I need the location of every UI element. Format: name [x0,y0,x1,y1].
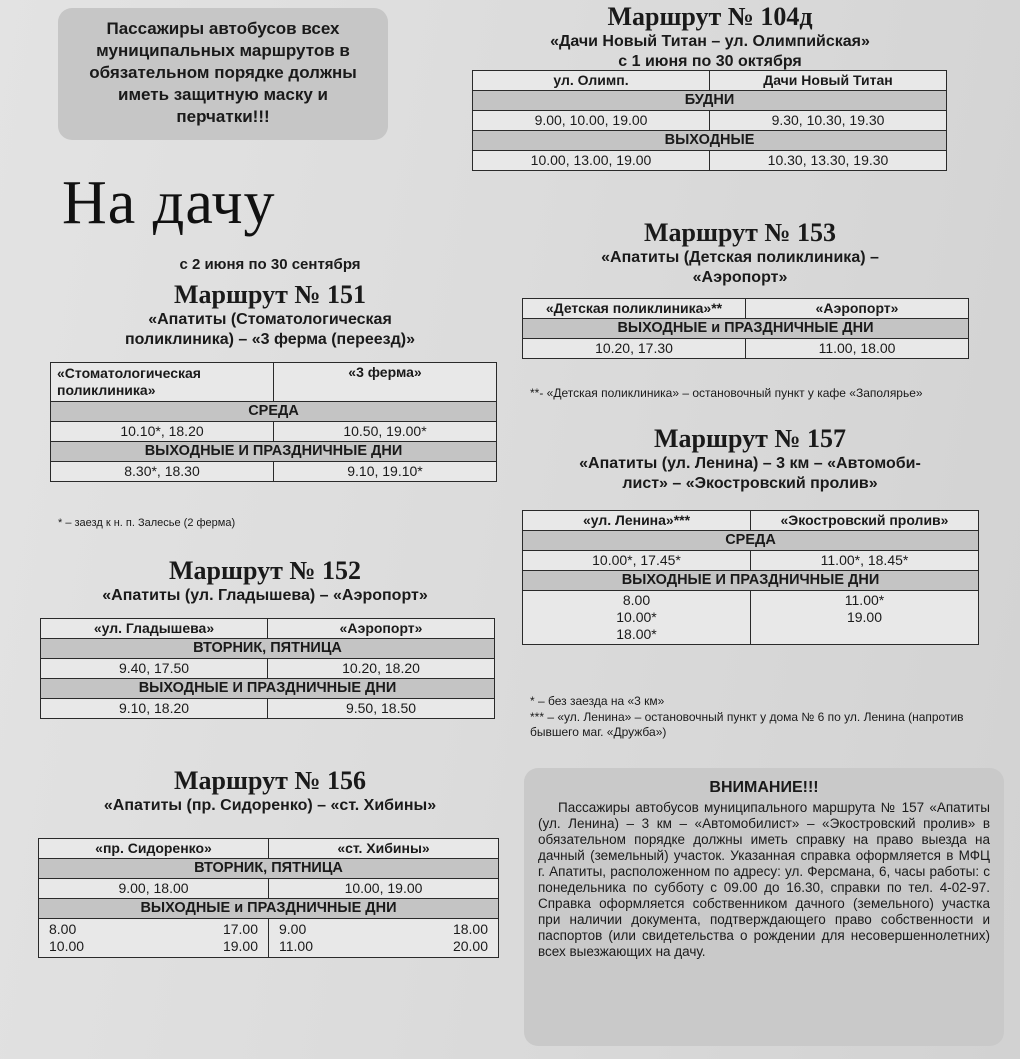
route-104-col-a: ул. Олимп. [473,71,710,91]
route-152-table [40,618,495,719]
route-157-holiday-b-time: 19.00 [846,609,883,625]
route-104-weekday-a: 9.00, 10.00, 19.00 [473,111,710,131]
route-157-band-holidays: ВЫХОДНЫЕ И ПРАЗДНИЧНЫЕ ДНИ [523,571,979,591]
route-152-tuefri-b: 10.20, 18.20 [268,659,495,679]
route-156-time: 11.00 [279,938,313,954]
attention-title: ВНИМАНИЕ!!! [709,779,819,796]
mask-notice-text: Пассажиры автобусов всех муниципальных маршрутов в обязательном порядке должны иметь защитную маску и перчатки!!! [89,19,357,126]
route-156-title: Маршрут № 156 [174,766,366,795]
route-104-band-weekends: ВЫХОДНЫЕ [473,131,947,151]
route-151-col-a: «Стоматологическая поликлиника» [51,363,274,402]
route-156-time: 9.00 [279,921,307,937]
route-151-header [50,280,490,350]
route-157-col-b: «Экостровский пролив» [751,511,979,531]
route-156-band-tue-fri: ВТОРНИК, ПЯТНИЦА [39,859,499,879]
route-157-footnote-1: * – без заезда на «3 км» [530,694,665,708]
route-152-holiday-a: 9.10, 18.20 [41,699,268,719]
route-151-band-wednesday: СРЕДА [51,402,497,422]
route-156-time: 19.00 [222,938,258,954]
route-152-header [30,556,500,606]
route-156-holiday-a-cell [39,919,269,958]
route-156-time: 8.00 [49,921,77,937]
route-153-title: Маршрут № 153 [644,218,836,247]
route-152-col-a: «ул. Гладышева» [41,619,268,639]
route-157-holiday-b-cell [751,591,979,645]
route-151-wed-a: 10.10*, 18.20 [51,422,274,442]
route-151-table [50,362,497,482]
route-156-time: 18.00 [452,921,488,937]
route-153-band-holidays: ВЫХОДНЫЕ и ПРАЗДНИЧНЫЕ ДНИ [523,319,969,339]
route-152-band-holidays: ВЫХОДНЫЕ И ПРАЗДНИЧНЫЕ ДНИ [41,679,495,699]
route-153-col-b: «Аэропорт» [746,299,969,319]
route-152-band-tue-fri: ВТОРНИК, ПЯТНИЦА [41,639,495,659]
route-156-header [30,766,510,816]
route-104-col-b: Дачи Новый Титан [710,71,947,91]
route-156-holiday-b-row [271,921,496,938]
route-156-tuefri-b: 10.00, 19.00 [269,879,499,899]
route-156-table [38,838,499,958]
route-151-title: Маршрут № 151 [174,280,366,309]
route-151-holiday-b: 9.10, 19.10* [274,462,497,482]
route-152-name: «Апатиты (ул. Гладышева) – «Аэропорт» [102,587,428,604]
route-156-holiday-a-row [41,921,266,938]
route-157-table [522,510,979,645]
attention-box [524,768,1004,1046]
route-104-title: Маршрут № 104д [607,2,813,31]
route-152-holiday-b: 9.50, 18.50 [268,699,495,719]
route-156-time: 17.00 [222,921,258,937]
route-151-footnote: * – заезд к н. п. Залесье (2 ферма) [58,517,236,529]
route-157-wed-a: 10.00*, 17.45* [523,551,751,571]
route-153-col-a: «Детская поликлиника»** [523,299,746,319]
route-157-holiday-a-time: 8.00 [622,592,651,608]
route-151-col-b: «3 ферма» [274,363,497,402]
route-157-name-line1: «Апатиты (ул. Ленина) – 3 км – «Автомоби- [579,455,921,472]
route-156-holiday-b-cell [269,919,499,958]
route-151-holiday-a: 8.30*, 18.30 [51,462,274,482]
route-156-time: 10.00 [49,938,85,954]
route-153-header [520,218,960,288]
route-156-col-a: «пр. Сидоренко» [39,839,269,859]
route-157-holiday-a-time: 18.00* [616,626,657,642]
route-157-footnote-2: *** – «ул. Ленина» – остановочный пункт у дома № 6 по ул. Ленина (напротив бывшего маг. «Дружба») [530,710,964,739]
route-153-footnote: **- «Детская поликлиника» – остановочный пункт у кафе «Заполярье» [530,386,923,400]
route-153-table [522,298,969,359]
route-157-band-wednesday: СРЕДА [523,531,979,551]
mask-notice-box [58,8,388,140]
route-104-band-weekdays: БУДНИ [473,91,947,111]
route-156-name: «Апатиты (пр. Сидоренко) – «ст. Хибины» [103,797,437,814]
route-157-title: Маршрут № 157 [654,424,846,453]
route-151-period-text: с 2 июня по 30 сентября [179,256,361,273]
route-156-holiday-a-row [41,938,266,955]
route-157-holiday-b-time: 11.00* [844,592,885,608]
route-104-period: с 1 июня по 30 октября [618,53,802,70]
page-heading: На дачу [62,169,276,237]
route-104-weekend-b: 10.30, 13.30, 19.30 [710,151,947,171]
route-153-name-line1: «Апатиты (Детская поликлиника) – [601,249,879,266]
route-157-wed-b: 11.00*, 18.45* [751,551,979,571]
route-151-name-line1: «Апатиты (Стоматологическая [148,311,392,328]
attention-body: Пассажиры автобусов муниципального маршрута № 157 «Апатиты (ул. Ленина) – 3 км – «Автомобилист» – «Экостровский пролив» в обязательном порядке должны иметь справку на право выезда на дачный (земельный) участок. Указанная справка оформляется в МФЦ г. Апатиты, расположенном по адресу: ул. Ферсмана, 6, часы работы: с понедельника по субботу с 09.00 до 16.30, справки по тел. 4-02-97. Справка оформляется собственником дачного (земельного) участка при наличии документа, подтверждающего право собственности и паспортов (или свидетельства о рождении для несовершеннолетних) всех выезжающих на дачу. [538,800,990,959]
route-151-wed-b: 10.50, 19.00* [274,422,497,442]
route-104-name: «Дачи Новый Титан – ул. Олимпийская» [550,33,870,50]
route-157-name-line2: лист» – «Экостровский пролив» [622,475,878,492]
route-151-period [60,256,480,273]
route-104-weekday-b: 9.30, 10.30, 19.30 [710,111,947,131]
route-104-table [472,70,947,171]
route-156-tuefri-a: 9.00, 18.00 [39,879,269,899]
route-157-header [520,424,980,494]
route-152-col-b: «Аэропорт» [268,619,495,639]
route-153-holiday-a: 10.20, 17.30 [523,339,746,359]
route-151-band-holidays: ВЫХОДНЫЕ И ПРАЗДНИЧНЫЕ ДНИ [51,442,497,462]
route-157-col-a: «ул. Ленина»*** [523,511,751,531]
route-156-holiday-b-row [271,938,496,955]
route-152-title: Маршрут № 152 [169,556,361,585]
route-157-holiday-a-cell [523,591,751,645]
route-152-tuefri-a: 9.40, 17.50 [41,659,268,679]
route-151-name-line2: поликлиника) – «3 ферма (переезд)» [124,331,416,348]
route-104-weekend-a: 10.00, 13.00, 19.00 [473,151,710,171]
route-157-holiday-a-time: 10.00* [616,609,657,625]
route-156-time: 20.00 [452,938,488,954]
route-104-header [470,2,950,72]
route-153-holiday-b: 11.00, 18.00 [746,339,969,359]
route-156-band-holidays: ВЫХОДНЫЕ и ПРАЗДНИЧНЫЕ ДНИ [39,899,499,919]
route-156-col-b: «ст. Хибины» [269,839,499,859]
route-153-name-line2: «Аэропорт» [692,269,788,286]
